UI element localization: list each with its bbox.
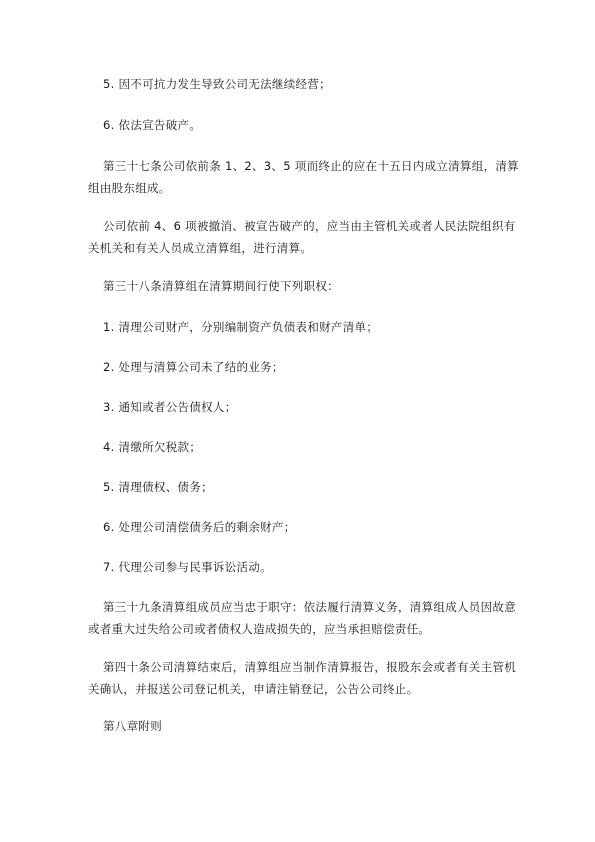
paragraph-line: 公司依前 4、6 项被撤消、被宣告破产的，应当由主管机关或者人民法院组织有 [103, 219, 516, 233]
paragraph-article-39 [88, 596, 516, 640]
paragraph-article-37-cont [88, 215, 516, 259]
paragraph-line: 1. 清理公司财产，分别编制资产负债表和财产清单； [103, 320, 379, 334]
paragraph-article-40 [88, 656, 516, 700]
paragraph-duty-2 [103, 356, 498, 378]
paragraph-duty-3 [103, 396, 498, 418]
paragraph-line: 组由股东组成。 [88, 181, 171, 195]
paragraph-line: 关确认，并报送公司登记机关，申请注销登记，公告公司终止。 [88, 682, 419, 696]
paragraph-line: 7. 代理公司参与民事诉讼活动。 [103, 560, 272, 574]
paragraph-item-5 [103, 73, 498, 95]
paragraph-line: 6. 处理公司清偿债务后的剩余财产； [103, 520, 296, 534]
paragraph-line: 第八章附则 [103, 719, 162, 733]
paragraph-line: 第三十九条清算组成员应当忠于职守：依法履行清算义务，清算组成人员因故意 [103, 600, 516, 614]
paragraph-duty-1 [103, 316, 498, 338]
paragraph-line: 5. 因不可抗力发生导致公司无法继续经营； [103, 77, 331, 91]
paragraph-duty-4 [103, 436, 498, 458]
paragraph-line: 关机关和有关人员成立清算组，进行清算。 [88, 241, 313, 255]
paragraph-duty-6 [103, 516, 498, 538]
paragraph-line: 5. 清理债权、债务； [103, 480, 213, 494]
paragraph-line: 或者重大过失给公司或者债权人造成损失的，应当承担赔偿责任。 [88, 622, 431, 636]
paragraph-line: 6. 依法宣告破产。 [103, 118, 202, 132]
paragraph-article-37 [88, 155, 519, 199]
paragraph-duty-5 [103, 476, 498, 498]
paragraph-duty-7 [103, 556, 498, 578]
chapter-heading [103, 715, 498, 737]
paragraph-article-38 [103, 275, 498, 297]
paragraph-line: 2. 处理与清算公司未了结的业务； [103, 360, 284, 374]
paragraph-line: 4. 清缴所欠税款； [103, 440, 202, 454]
paragraph-line: 第三十八条清算组在清算期间行使下列职权： [103, 279, 339, 293]
paragraph-item-6 [103, 114, 498, 136]
paragraph-line: 第三十七条公司依前条 1、2、3、5 项而终止的应在十五日内成立清算组，清算 [103, 159, 519, 173]
paragraph-line: 第四十条公司清算结束后，清算组应当制作清算报告，报股东会或者有关主管机 [103, 660, 516, 674]
paragraph-line: 3. 通知或者公告债权人； [103, 400, 237, 414]
